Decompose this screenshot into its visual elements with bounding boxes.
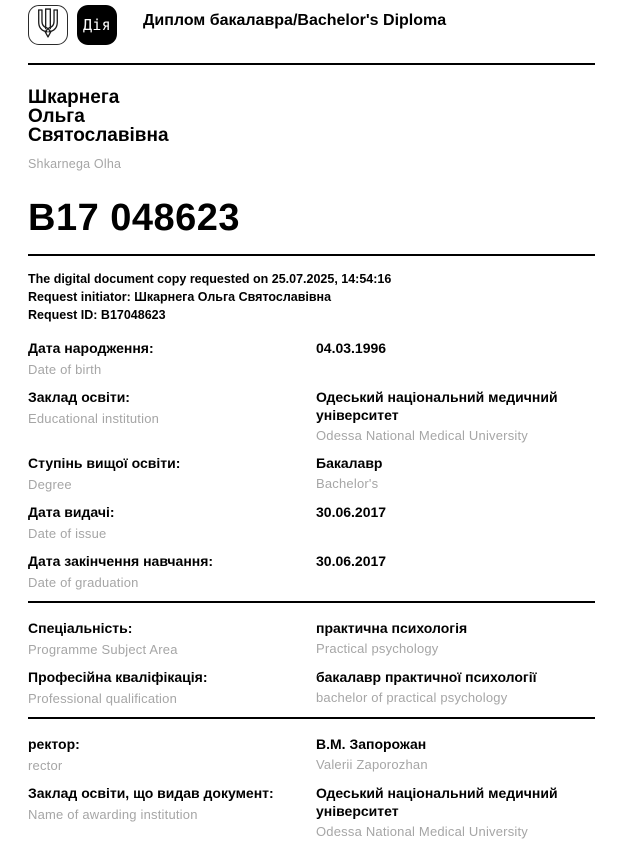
holder-name-line: Шкарнега [28,87,120,108]
field-row-professional-qualification [28,668,595,708]
field-value: Бакалавр [316,455,383,471]
field-label-en: Professional qualification [28,691,178,706]
field-label-col [28,503,316,543]
field-value: бакалавр практичної психології [316,669,537,685]
field-label-en: Name of awarding institution [28,807,198,822]
field-label: ректор: [28,736,80,752]
group-divider [28,717,595,719]
field-value-en: Valerii Zaporozhan [316,757,428,772]
ukraine-emblem-badge [28,5,68,45]
document-header [28,5,595,45]
field-row-educational-institution [28,388,595,445]
field-value-en: Odessa National Medical University [316,824,528,839]
field-value-en: bachelor of practical psychology [316,690,508,705]
field-value-col [316,503,595,543]
field-value: В.М. Запорожан [316,736,427,752]
field-value-col [316,339,595,379]
request-info [28,270,595,324]
diia-logo [77,5,117,45]
header-divider [28,63,595,65]
field-value-col [316,552,595,592]
document-title: Диплом бакалавра/Bachelor's Diploma [143,12,447,29]
field-label-col [28,388,316,445]
field-row-date-of-graduation [28,552,595,592]
field-value-col [316,784,595,841]
field-value: Одеський національний медичний університет [316,785,558,819]
field-value-col [316,619,595,659]
field-value: практична психологія [316,620,468,636]
field-row-rector [28,735,595,775]
field-label-col [28,735,316,775]
field-label-col [28,619,316,659]
field-value-col [316,454,595,494]
field-value: 30.06.2017 [316,504,387,520]
field-row-date-of-issue [28,503,595,543]
field-label: Заклад освіти: [28,389,130,405]
field-value-col [316,668,595,708]
field-row-speciality [28,619,595,659]
field-value-col [316,735,595,775]
field-label-en: Date of graduation [28,575,139,590]
field-row-date-of-birth [28,339,595,379]
field-label: Спеціальність: [28,620,133,636]
field-label: Дата закінчення навчання: [28,553,214,569]
field-row-awarding-institution [28,784,595,841]
request-timestamp: The digital document copy requested on 25.07.2025, 14:54:16 [28,272,392,286]
field-value-en: Odessa National Medical University [316,428,528,443]
diia-logo-text: Дія [83,16,111,34]
holder-name-translit: Shkarnega Olha [28,157,122,171]
field-label: Дата видачі: [28,504,115,520]
field-label-en: Educational institution [28,411,160,426]
holder-name-line: Святославівна [28,125,169,146]
field-label-col [28,339,316,379]
field-label-en: Degree [28,477,72,492]
ukraine-trident-icon [35,7,61,44]
field-row-degree [28,454,595,494]
holder-name-line: Ольга [28,106,85,127]
field-value-en: Practical psychology [316,641,439,656]
field-label: Ступінь вищої освіти: [28,455,181,471]
field-label-en: Programme Subject Area [28,642,178,657]
request-initiator: Request initiator: Шкарнега Ольга Святославівна [28,290,332,304]
field-label: Професійна кваліфікація: [28,669,208,685]
holder-name [28,88,595,145]
field-value-col [316,388,595,445]
document-number: В17 048623 [28,197,241,239]
field-value: 30.06.2017 [316,553,387,569]
field-label: Заклад освіти, що видав документ: [28,785,274,801]
field-value: 04.03.1996 [316,340,387,356]
field-label-col [28,784,316,841]
field-label-en: Date of birth [28,362,102,377]
request-id: Request ID: В17048623 [28,308,166,322]
fields-group-main [28,339,595,841]
field-label: Дата народження: [28,340,154,356]
field-value-en: Bachelor's [316,476,379,491]
field-label-col [28,668,316,708]
field-label-col [28,552,316,592]
field-label-en: Date of issue [28,526,107,541]
field-label-col [28,454,316,494]
field-value: Одеський національний медичний університет [316,389,558,423]
field-label-en: rector [28,758,63,773]
group-divider [28,601,595,603]
number-divider [28,254,595,256]
